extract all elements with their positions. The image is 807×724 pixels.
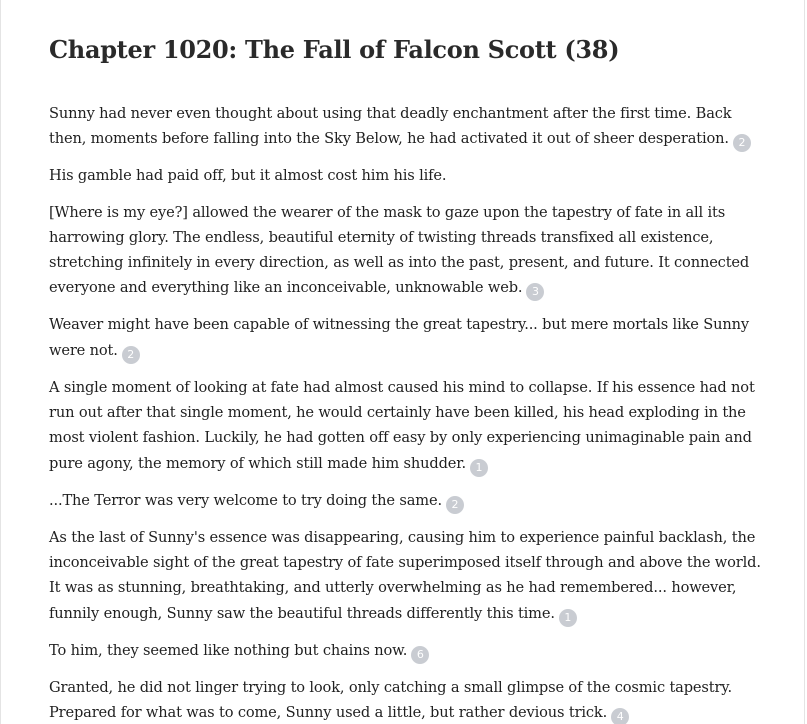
paragraph-text: His gamble had paid off, but it almost cost him his life. — [49, 167, 447, 185]
paragraph-text: To him, they seemed like nothing but chains now. — [49, 641, 408, 659]
paragraph-text: Granted, he did not linger trying to look, only catching a small glimpse of the cosmic tapestry. Prepared for what was to come, Sunny used a little, but rather devious trick. — [49, 678, 732, 721]
comment-count-badge[interactable]: 2 — [122, 346, 140, 364]
paragraph-text: ...The Terror was very welcome to try doing the same. — [49, 491, 442, 509]
paragraph — [49, 163, 761, 188]
paragraph — [49, 375, 761, 477]
comment-count-badge[interactable]: 1 — [559, 609, 577, 627]
chapter-title: Chapter 1020: The Fall of Falcon Scott (38) — [49, 35, 620, 64]
comment-count-badge[interactable]: 2 — [446, 496, 464, 514]
paragraph — [49, 101, 761, 152]
paragraph-text: Sunny had never even thought about using that deadly enchantment after the first time. Back then, moments before falling into the Sky Below, he had activated it out of sheer desperation. — [49, 105, 732, 148]
comment-count-badge[interactable]: 1 — [470, 459, 488, 477]
chapter-content — [49, 30, 761, 724]
paragraph-text: [Where is my eye?] allowed the wearer of the mask to gaze upon the tapestry of fate in all its harrowing glory. The endless, beautiful eternity of twisting threads transfixed all existence, stretching infinitely in every direction, as well as into the past, present, and future. It connected everyone and everything like an inconceivable, unknowable web. — [49, 203, 750, 297]
comment-count-badge[interactable]: 6 — [411, 646, 429, 664]
paragraph-text: As the last of Sunny's essence was disappearing, causing him to experience painful backlash, the inconceivable sight of the great tapestry of fate superimposed itself through and above the world. It was as stunning, breathtaking, and utterly overwhelming as he had remembered... however, funnily enough, Sunny saw the beautiful threads differently this time. — [49, 528, 761, 622]
paragraph — [49, 488, 761, 514]
comment-count-badge[interactable]: 4 — [611, 708, 629, 724]
paragraph-text: Weaver might have been capable of witnessing the great tapestry... but mere mortals like Sunny were not. — [49, 316, 749, 359]
paragraph — [49, 312, 761, 363]
paragraph — [49, 525, 761, 627]
paragraph — [49, 200, 761, 302]
paragraph — [49, 638, 761, 664]
comment-count-badge[interactable]: 3 — [526, 283, 544, 301]
paragraph-text: A single moment of looking at fate had almost caused his mind to collapse. If his essence had not run out after that single moment, he would certainly have been killed, his head exploding in the most violent fashion. Luckily, he had gotten off easy by only experiencing unimaginable pain and pure agony, the memory of which still made him shudder. — [49, 378, 755, 472]
paragraph — [49, 675, 761, 724]
comment-count-badge[interactable]: 2 — [733, 134, 751, 152]
